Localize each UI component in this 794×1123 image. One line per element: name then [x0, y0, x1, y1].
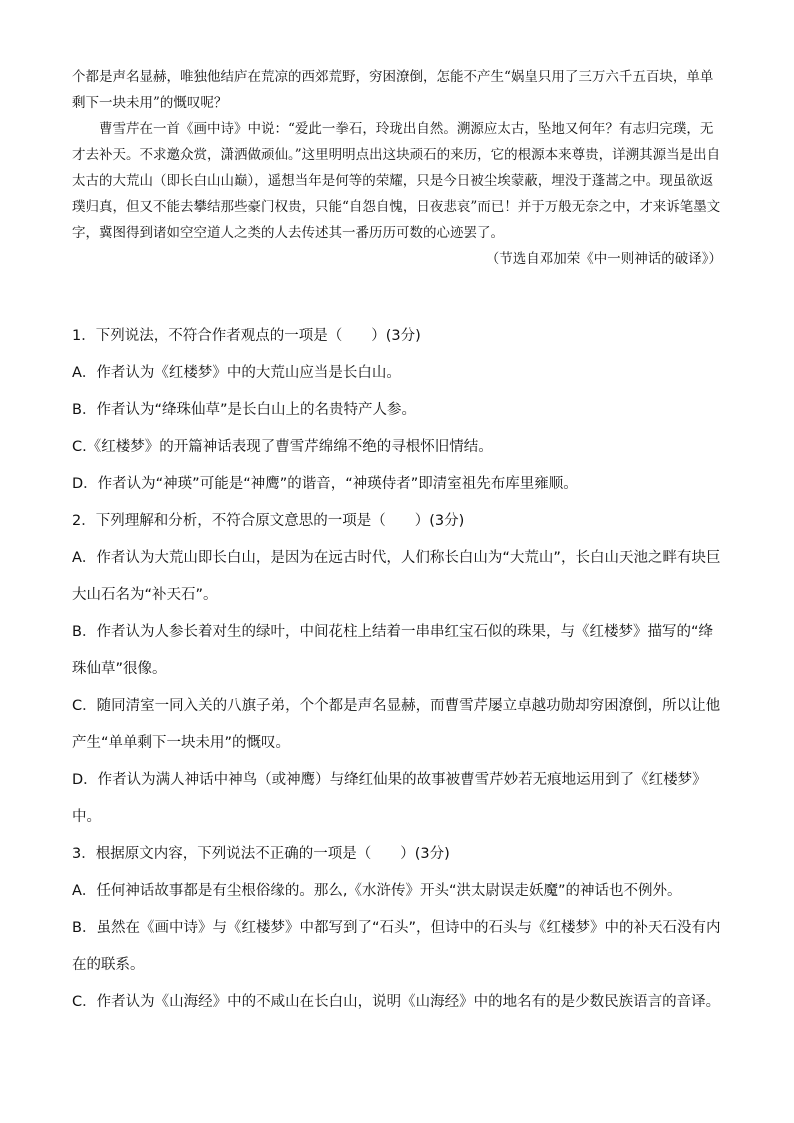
- reading-passage: [72, 64, 724, 272]
- answer-option: C．作者认为《山海经》中的不咸山在长白山，说明《山海经》中的地名有的是少数民族语言的音译。: [72, 994, 721, 1010]
- answer-option: C．随同清室一同入关的八旗子弟，个个都是声名显赫，而曹雪芹屡立卓越功勋却穷困潦倒，所以让他产生“单单剩下一块未用”的慨叹。: [72, 698, 721, 751]
- passage-paragraph: 个都是声名显赫，唯独他结庐在荒凉的西郊荒野，穷困潦倒，怎能不产生“娲皇只用了三万六千五百块，单单剩下一块未用”的慨叹呢？: [72, 69, 714, 111]
- answer-option: A．作者认为《红楼梦》中的大荒山应当是长白山。: [72, 365, 401, 381]
- answer-option: B．作者认为“绛珠仙草”是长白山上的名贵特产人参。: [72, 402, 416, 418]
- answer-option: A．作者认为大荒山即长白山，是因为在远古时代，人们称长白山为“大荒山”，长白山天池之畔有块巨大山石名为“补天石”。: [72, 550, 721, 603]
- answer-option: B．虽然在《画中诗》与《红楼梦》中都写到了“石头”，但诗中的石头与《红楼梦》中的补天石没有内在的联系。: [72, 920, 721, 973]
- answer-option: D．作者认为满人神话中神鸟（或神鹰）与绛红仙果的故事被曹雪芹妙若无痕地运用到了《红楼梦》中。: [72, 772, 707, 825]
- passage-paragraph: 曹雪芹在一首《画中诗》中说：“爱此一拳石，玲珑出自然。溯源应太古，坠地又何年？有志归完璞，无才去补天。不求邀众赏，潇洒做顽仙。”这里明明点出这块顽石的来历，它的根源本来尊贵，详溯其源当是出自太古的大荒山（即长白山山巅），遥想当年是何等的荣耀，只是今日被尘埃蒙蔽，埋没于蓬蒿之中。现虽欲返璞归真，但又不能去攀结那些豪门权贵，只能“自怨自愧，日夜悲哀”而已！并于万般无奈之中，才来诉笔墨文字，冀图得到诸如空空道人之类的人去传述其一番历历可数的心迹罢了。: [72, 121, 721, 241]
- answer-option: B．作者认为人参长着对生的绿叶，中间花柱上结着一串串红宝石似的珠果，与《红楼梦》描写的“绛珠仙草”很像。: [72, 624, 713, 677]
- answer-option: A．任何神话故事都是有尘根俗缘的。那么,《水浒传》开头“洪太尉误走妖魔”的神话也不例外。: [72, 883, 682, 899]
- passage-source: （节选自邓加荣《中一则神话的破译》）: [485, 251, 722, 267]
- question-list: [72, 318, 724, 1021]
- question-stem: 3．根据原文内容，下列说法不正确的一项是（ ）(3分): [72, 846, 450, 862]
- question-stem: 1．下列说法，不符合作者观点的一项是（ ）(3分): [72, 328, 421, 344]
- answer-option: D．作者认为“神瑛”可能是“神鹰”的谐音，“神瑛侍者”即清室祖先布库里雍顺。: [72, 476, 578, 492]
- answer-option: C.《红楼梦》的开篇神话表现了曹雪芹绵绵不绝的寻根怀旧情结。: [72, 439, 493, 455]
- question-stem: 2．下列理解和分析，不符合原文意思的一项是（ ）(3分): [72, 513, 465, 529]
